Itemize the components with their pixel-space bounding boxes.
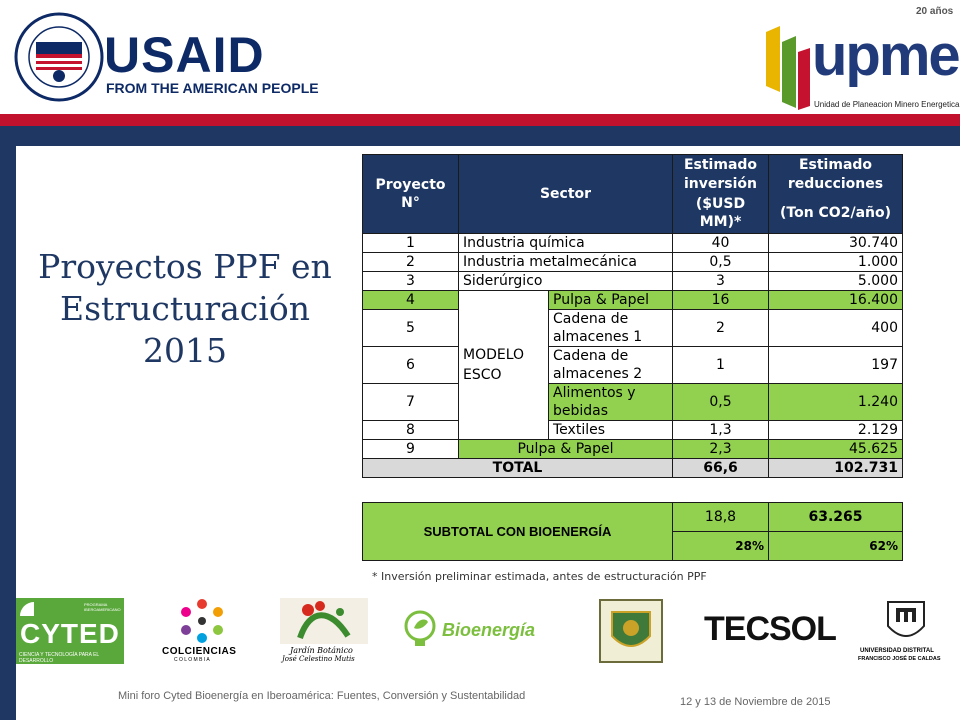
- cell-n: 9: [363, 440, 459, 459]
- header-reduccion-3: (Ton CO2/año): [769, 194, 903, 234]
- total-row: [363, 459, 903, 478]
- bulb-leaf-icon: [402, 610, 440, 650]
- cell-inv: 3: [673, 272, 769, 291]
- cell-red: 1.000: [769, 253, 903, 272]
- bioenergia-logo: Bioenergía: [402, 606, 560, 654]
- subtotal-red-pct: 62%: [769, 532, 903, 561]
- cell-red: 197: [769, 347, 903, 384]
- table-row: [363, 421, 903, 440]
- subtotal-red: 63.265: [769, 503, 903, 532]
- table-row: [363, 384, 903, 421]
- header-proyecto: Proyecto N°: [363, 155, 459, 234]
- footer-date: 12 y 13 de Noviembre de 2015: [680, 696, 831, 708]
- colciencias-logo: COLCIENCIAS C O L O M B I A: [156, 598, 250, 664]
- total-inv: 66,6: [673, 459, 769, 478]
- header-reduccion-2: reducciones: [769, 175, 903, 194]
- cell-n: 1: [363, 234, 459, 253]
- upme-tagline: Unidad de Planeacion Minero Energetica: [814, 100, 960, 109]
- title-line-1: Proyectos PPF en: [38, 247, 332, 286]
- cell-red: 400: [769, 310, 903, 347]
- school-crest-icon: [598, 598, 664, 664]
- cell-n: 4: [363, 291, 459, 310]
- cell-sector: Cadena de almacenes 1: [549, 310, 673, 347]
- footer-event-name: Mini foro Cyted Bioenergía en Iberoamérica: Fuentes, Conversión y Sustentabilidad: [118, 690, 526, 702]
- jardin-flower-icon: [280, 598, 368, 644]
- table-row: [363, 440, 903, 459]
- total-label: TOTAL: [363, 459, 673, 478]
- cell-red: 30.740: [769, 234, 903, 253]
- university-shield-icon: [882, 598, 930, 646]
- cell-sector: Industria metalmecánica: [459, 253, 673, 272]
- cell-modelo-esco: [459, 291, 549, 440]
- cyted-logo: PROGRAMA IBEROAMERICANO CYTED CIENCIA Y TECNOLOGÍA PARA EL DESARROLLO: [16, 598, 124, 664]
- cell-inv: 16: [673, 291, 769, 310]
- cell-inv: 2: [673, 310, 769, 347]
- cell-red: 5.000: [769, 272, 903, 291]
- usaid-seal-logo: [14, 12, 104, 102]
- cell-inv: 2,3: [673, 440, 769, 459]
- cell-red: 16.400: [769, 291, 903, 310]
- cell-inv: 40: [673, 234, 769, 253]
- modelo-line-2: ESCO: [463, 367, 502, 383]
- table-row: [363, 310, 903, 347]
- cell-n: 6: [363, 347, 459, 384]
- cell-sector: Pulpa & Papel: [459, 440, 673, 459]
- cell-red: 45.625: [769, 440, 903, 459]
- left-blue-bar: [0, 126, 16, 720]
- slide-title: [22, 246, 348, 372]
- usaid-wordmark: USAID: [104, 27, 265, 83]
- total-red: 102.731: [769, 459, 903, 478]
- header-inversion-3: ($USD MM)*: [673, 194, 769, 234]
- table-row: [363, 291, 903, 310]
- cell-inv: 0,5: [673, 384, 769, 421]
- upme-emblem-icon: [762, 22, 814, 112]
- header-sector: Sector: [459, 155, 673, 234]
- title-line-3: 2015: [143, 331, 227, 370]
- universidad-distrital-logo: UNIVERSIDAD DISTRITAL FRANCISCO JOSÉ DE CALDAS: [858, 598, 954, 664]
- upme-wordmark: upme: [812, 23, 959, 88]
- table-row: [363, 272, 903, 291]
- subtotal-table: [362, 502, 903, 561]
- cell-sector: Cadena de almacenes 2: [549, 347, 673, 384]
- cell-n: 8: [363, 421, 459, 440]
- subtotal-label: SUBTOTAL CON BIOENERGÍA: [363, 503, 673, 561]
- title-line-2: Estructuración: [60, 289, 310, 328]
- cell-n: 2: [363, 253, 459, 272]
- header-inversion-1: Estimado: [673, 155, 769, 175]
- cell-sector: Siderúrgico: [459, 272, 673, 291]
- modelo-line-1: MODELO: [463, 347, 525, 363]
- header-reduccion-1: Estimado: [769, 155, 903, 175]
- subtotal-inv: 18,8: [673, 503, 769, 532]
- cyted-mark-icon: [20, 602, 36, 616]
- table-row: [363, 347, 903, 384]
- cell-n: 3: [363, 272, 459, 291]
- upme-anniversary-badge: 20 años: [916, 6, 954, 17]
- cell-sector: Textiles: [549, 421, 673, 440]
- table-header-row: [363, 155, 903, 175]
- cell-inv: 1: [673, 347, 769, 384]
- cell-n: 7: [363, 384, 459, 421]
- tecsol-logo: TECSOL: [704, 610, 836, 648]
- footnote: * Inversión preliminar estimada, antes de estructuración PPF: [372, 570, 707, 583]
- header-inversion-2: inversión: [673, 175, 769, 194]
- cell-red: 1.240: [769, 384, 903, 421]
- header-blue-bar: [0, 126, 960, 146]
- usaid-tagline: FROM THE AMERICAN PEOPLE: [106, 80, 319, 96]
- colciencias-flower-icon: [174, 598, 230, 644]
- table-row: [363, 234, 903, 253]
- jardin-botanico-logo: Jardín Botánico José Celestino Mutis: [280, 598, 368, 664]
- cell-inv: 0,5: [673, 253, 769, 272]
- cell-sector: Pulpa & Papel: [549, 291, 673, 310]
- cell-red: 2.129: [769, 421, 903, 440]
- cell-sector: Industria química: [459, 234, 673, 253]
- cell-n: 5: [363, 310, 459, 347]
- cell-sector: Alimentos y bebidas: [549, 384, 673, 421]
- projects-table: [362, 154, 903, 478]
- subtotal-inv-pct: 28%: [673, 532, 769, 561]
- cell-inv: 1,3: [673, 421, 769, 440]
- header-red-bar: [0, 114, 960, 126]
- table-row: [363, 253, 903, 272]
